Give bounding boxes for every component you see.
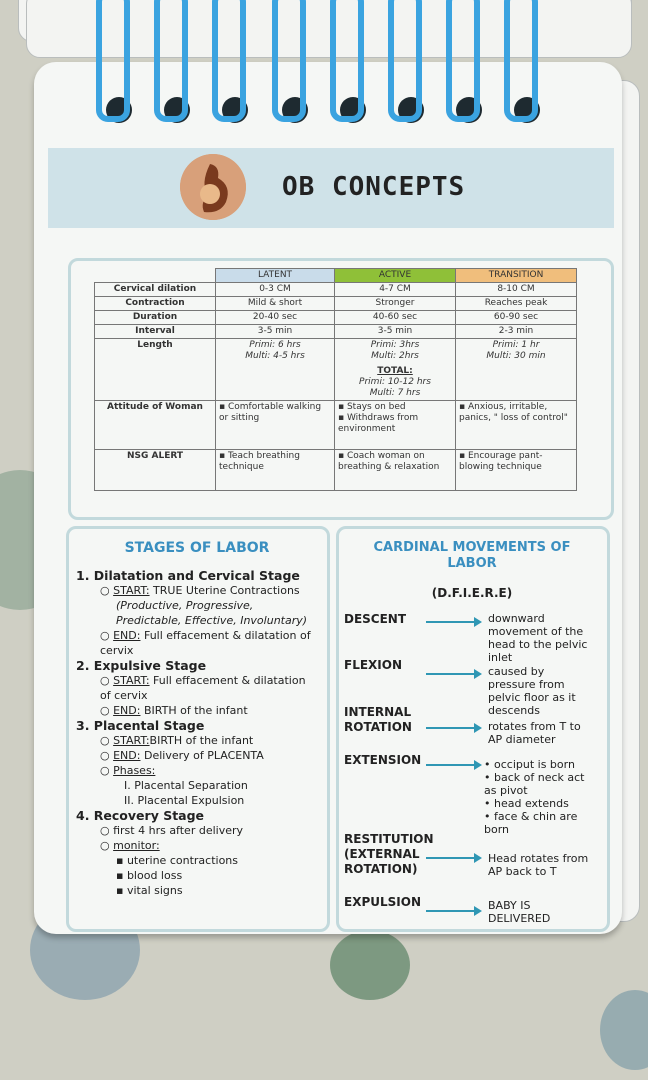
cell: ▪ Anxious, irritable, panics, " loss of control" <box>456 401 577 450</box>
cell: 20-40 sec <box>216 311 335 325</box>
monitor-text: blood loss <box>126 869 183 882</box>
binder-ring <box>272 0 306 122</box>
cell: 8-10 CM <box>456 283 577 297</box>
stages-list <box>76 568 316 898</box>
stage-4: 4. Recovery Stage <box>76 808 205 823</box>
attitude-latent: Comfortable walking or sitting <box>219 402 322 423</box>
start-text: BIRTH of the infant <box>149 734 254 747</box>
cell: Reaches peak <box>456 297 577 311</box>
stage-3-end: ○ END: Delivery of PLACENTA <box>100 749 264 762</box>
movement-extension: EXTENSION <box>344 753 422 767</box>
ext-2: back of neck act as pivot <box>484 771 585 797</box>
arrow-icon <box>426 910 478 912</box>
total-primi: Primi: 10-12 hrs <box>359 377 431 387</box>
cell: 40-60 sec <box>335 311 456 325</box>
movement-descent: DESCENT <box>344 612 407 626</box>
monitor-text: vital signs <box>126 884 183 897</box>
cell <box>216 339 335 401</box>
start-text: Full effacement & dilatation of cervix <box>100 674 306 702</box>
cell: 60-90 sec <box>456 311 577 325</box>
movement-expulsion: EXPULSION <box>344 895 421 909</box>
total-label: TOTAL: <box>377 366 413 376</box>
table-row <box>95 283 577 297</box>
ext-1: occiput is born <box>494 758 575 771</box>
monitor-item: ▪ blood loss <box>116 869 183 882</box>
cell: ▪ Coach woman on breathing & relaxation <box>335 450 456 491</box>
row-label: Contraction <box>95 297 216 311</box>
binder-ring <box>446 0 480 122</box>
attitude-active-1: Stays on bed <box>346 402 406 412</box>
movement-internal-rotation: INTERNAL ROTATION <box>344 705 412 734</box>
row-label: Interval <box>95 325 216 339</box>
descent-desc: downward movement of the head to the pelvic inlet <box>488 612 588 664</box>
table-row-attitude <box>95 401 577 450</box>
cell <box>456 339 577 401</box>
stage-2: 2. Expulsive Stage <box>76 658 207 673</box>
header-active: ACTIVE <box>335 269 456 283</box>
cloth-pattern <box>330 930 410 1000</box>
row-label: NSG ALERT <box>95 450 216 491</box>
row-label: Cervical dilation <box>95 283 216 297</box>
stage-4-time: ○ first 4 hrs after delivery <box>100 824 244 837</box>
phases-label: Phases: <box>113 764 156 777</box>
total-multi: Multi: 7 hrs <box>369 388 421 398</box>
nsg-active: Coach woman on breathing & relaxation <box>338 451 440 472</box>
arrow-icon <box>426 727 478 729</box>
cell: ▪ Comfortable walking or sitting <box>216 401 335 450</box>
stage-3-start: ○ START:BIRTH of the infant <box>100 734 254 747</box>
monitor-item: ▪ vital signs <box>116 884 183 897</box>
table-row-nsg <box>95 450 577 491</box>
end-text: BIRTH of the infant <box>143 704 248 717</box>
end-text: Delivery of PLACENTA <box>143 749 264 762</box>
stage-1-start: ○ START: TRUE Uterine Contractions <box>100 584 300 597</box>
end-label: END: <box>113 704 141 717</box>
monitor-text: uterine contractions <box>126 854 238 867</box>
stage-2-start: ○ START: Full effacement & dilatation of cervix <box>100 674 306 702</box>
binder-ring <box>504 0 538 122</box>
stage-1: 1. Dilatation and Cervical Stage <box>76 568 300 583</box>
binder-ring <box>96 0 130 122</box>
end-label: END: <box>113 629 141 642</box>
arrow-icon <box>426 857 478 859</box>
page-title: OB CONCEPTS <box>282 172 466 202</box>
table-row <box>95 311 577 325</box>
cell: 3-5 min <box>216 325 335 339</box>
cell: ▪ Stays on bed ▪ Withdraws from environment <box>335 401 456 450</box>
cell: Mild & short <box>216 297 335 311</box>
binder-ring <box>154 0 188 122</box>
binder-ring <box>388 0 422 122</box>
arrow-icon <box>426 673 478 675</box>
stage-3-phases: ○ Phases: <box>100 764 156 777</box>
nsg-transition: Encourage pant-blowing technique <box>459 451 543 472</box>
header-transition: TRANSITION <box>456 269 577 283</box>
monitor-item: ▪ uterine contractions <box>116 854 238 867</box>
table-row <box>95 325 577 339</box>
row-label: Duration <box>95 311 216 325</box>
stage-2-end: ○ END: BIRTH of the infant <box>100 704 248 717</box>
table-row <box>95 297 577 311</box>
arrow-icon <box>426 764 478 766</box>
stage-4-monitor: ○ monitor: <box>100 839 160 852</box>
length-primi: Primi: 3hrs <box>370 340 420 350</box>
cell: Stronger <box>335 297 456 311</box>
extension-desc: • occiput is born • back of neck act as pivot • head extends • face & chin are born <box>484 758 585 836</box>
stage-1-detail: (Productive, Progressive, Predictable, Effective, Involuntary) <box>116 599 308 627</box>
cell: 3-5 min <box>335 325 456 339</box>
header-latent: LATENT <box>216 269 335 283</box>
start-label: START: <box>113 584 150 597</box>
movement-restitution: RESTITUTION (EXTERNAL ROTATION) <box>344 832 434 876</box>
attitude-transition: Anxious, irritable, panics, " loss of control" <box>459 402 568 423</box>
expulsion-desc: BABY IS DELIVERED <box>488 899 551 925</box>
length-multi: Multi: 4-5 hrs <box>245 351 305 361</box>
cell: 4-7 CM <box>335 283 456 297</box>
phase-1: I. Placental Separation <box>124 779 248 792</box>
row-label: Length <box>95 339 216 401</box>
stage-1-end: ○ END: Full effacement & dilatation of cervix <box>100 629 311 657</box>
phase-2: II. Placental Expulsion <box>124 794 245 807</box>
cell: 2-3 min <box>456 325 577 339</box>
cardinal-acronym: (D.F.I.E.R.E) <box>431 586 513 600</box>
length-primi: Primi: 1 hr <box>492 340 540 350</box>
labor-phases-table <box>94 268 577 491</box>
length-multi: Multi: 30 min <box>486 351 546 361</box>
start-label: START: <box>113 674 150 687</box>
cell <box>335 339 456 401</box>
attitude-active-2: Withdraws from environment <box>338 413 419 434</box>
table-corner <box>95 269 216 283</box>
pregnancy-logo-icon <box>180 154 246 220</box>
ext-4: face & chin are born <box>484 810 578 836</box>
cell: 0-3 CM <box>216 283 335 297</box>
binder-ring <box>212 0 246 122</box>
cell: ▪ Encourage pant-blowing technique <box>456 450 577 491</box>
cardinal-title: CARDINAL MOVEMENTS OF LABOR <box>373 540 571 571</box>
cell: ▪ Teach breathing technique <box>216 450 335 491</box>
internal-desc: rotates from T to AP diameter <box>488 720 581 746</box>
monitor-label: monitor: <box>113 839 160 852</box>
stages-title: STAGES OF LABOR <box>124 540 270 556</box>
arrow-icon <box>426 621 478 623</box>
cloth-pattern <box>600 990 648 1070</box>
binder-ring <box>330 0 364 122</box>
length-primi: Primi: 6 hrs <box>249 340 301 350</box>
stage-3: 3. Placental Stage <box>76 718 205 733</box>
start-label: START: <box>113 734 150 747</box>
movement-flexion: FLEXION <box>344 658 403 672</box>
end-text: Full effacement & dilatation of cervix <box>100 629 311 657</box>
table-row-length <box>95 339 577 401</box>
row-label: Attitude of Woman <box>95 401 216 450</box>
ext-3: head extends <box>494 797 569 810</box>
end-label: END: <box>113 749 141 762</box>
start-text: TRUE Uterine Contractions <box>153 584 300 597</box>
restitution-desc: Head rotates from AP back to T <box>488 852 589 878</box>
time-text: first 4 hrs after delivery <box>113 824 244 837</box>
length-multi: Multi: 2hrs <box>371 351 419 361</box>
flexion-desc: caused by pressure from pelvic floor as it descends <box>488 665 576 717</box>
nsg-latent: Teach breathing technique <box>219 451 300 472</box>
